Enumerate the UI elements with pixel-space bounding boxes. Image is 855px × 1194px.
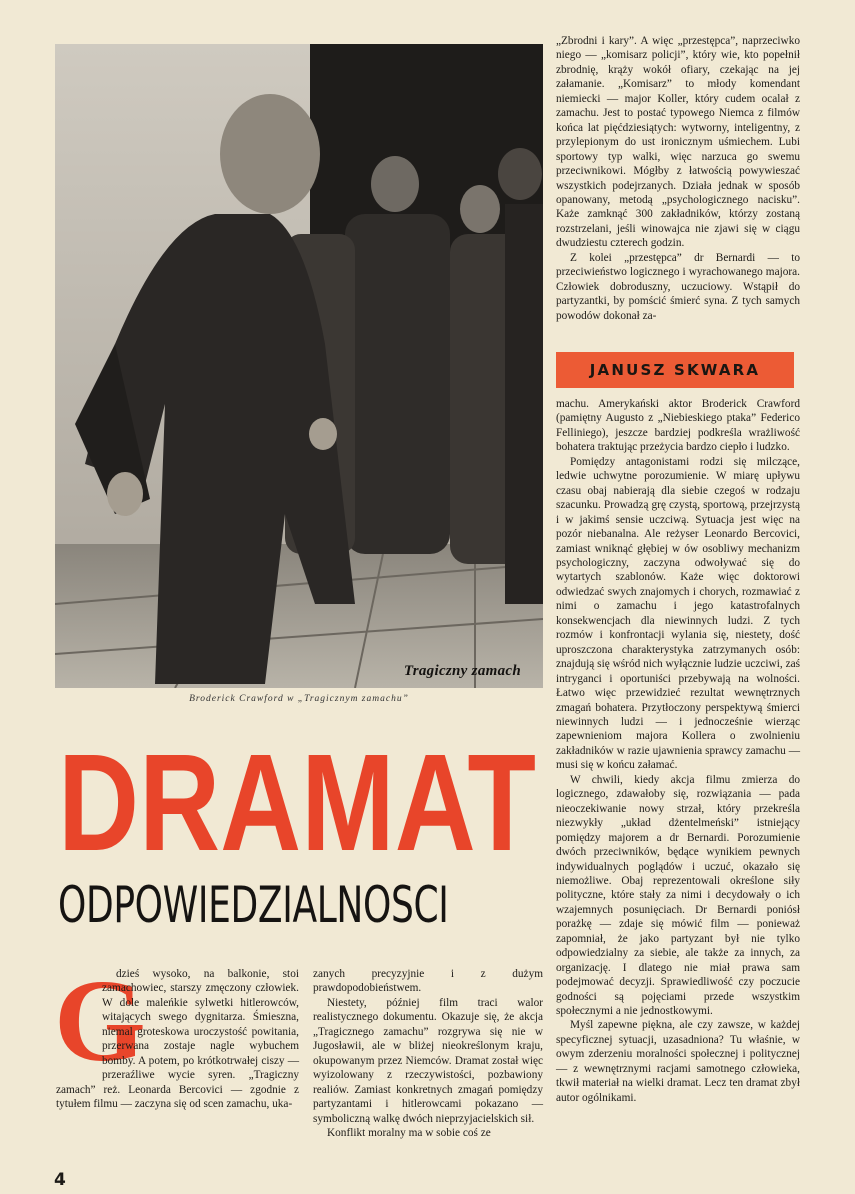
bottom-middle-column: [313, 967, 543, 1140]
photo-watermark-text: Tragiczny zamach: [403, 663, 521, 679]
page-number: 4: [54, 1170, 66, 1190]
drop-cap: G: [54, 955, 146, 1086]
paragraph: Niestety, później film traci walor realistycznego dokumentu. Okazuje się, że akcja „Tragicznego zamachu” rozgrywa się nie w Jugosławii, ale w bliżej nieokreślonym kraju, okupowanym przez Niemców. Dramat został więc wyizolowany z rzeczywistości, pozbawiony realiów. Zamiast konkretnych zmagań pomiędzy partyzantami i hitlerowcami pokazano — symboliczną walkę dwóch nieprzyjacielskich sił.: [313, 996, 543, 1125]
paragraph: W chwili, kiedy akcja filmu zmierza do logicznego, zdawałoby się, rozwiązania — pada nieoczekiwanie nowy strzał, który przekreśla niezwykły „układ dżentelmeński” istniejący pomiędzy majorem a dr Bernardi. Porozumienie dwóch przeciwników, będące wynikiem pewnych indywidualnych poglądów i uczuć, okazało się niemożliwe. Obaj reprezentowali określone siły polityczne, które stały za nimi i decydowały o ich wzajemnych posunięciach. Dr Bernardi poniósł porażkę — zdaje się mówić film — ponieważ zapomniał, że jako partyzant był nie tylko odpowiedzialny za siebie, ale także za innych, za organizację. I dlatego nie miał prawa sam podejmować decyzji. Sprawiedliwość czy poczucie godności są pojęciami przede wszystkim społecznymi a nie jednostkowymi.: [556, 773, 800, 1018]
paragraph: „Zbrodni i kary”. A więc „przestępca”, naprzeciwko niego — „komisarz policji”, który wie, kto popełnił zbrodnię, krąży wokół ofiary, czekając na jej załamanie. „Komisarz” to młody komendant niemiecki — major Koller, który cudem ocalał z zamachu. Jest to postać typowego Niemca z filmów końca lat pięćdziesiątych: wytworny, inteligentny, z przylepionym do ust ironicznym uśmiechem. Lubi sportowy typ walki, więc narzuca go swemu przeciwnikowi. Mógłby z łatwością powywieszać wszystkich podejrzanych. Działa jednak w sposób opanowany, metodą „psychologicznego nacisku”. Każe zamknąć 300 zakładników, którzy zostaną rozstrzelani, jeśli winowajca nie zjawi się w ciągu dwudziestu czterech godzin.: [556, 35, 800, 250]
photo-illustration: [55, 44, 543, 688]
paragraph: zanych precyzyjnie i z dużym prawdopodobieństwem.: [313, 968, 543, 995]
paragraph: Konflikt moralny ma w sobie coś ze: [327, 1126, 491, 1139]
photo-caption: Broderick Crawford w „Tragicznym zamachu”: [189, 694, 409, 704]
right-column-top: [556, 34, 800, 323]
paragraph: Myśl zapewne piękna, ale czy zawsze, w każdej specyficznej sytuacji, uzasadniona? Tu właśnie, w owym zderzeniu moralności społecznej i politycznej — z wewnętrznymi racjami samotnego człowieka, tkwił materiał na wielki dramat. Lecz ten dramat zbył autor ogólnikami.: [556, 1019, 800, 1104]
headline-subtitle: ODPOWIEDZIALNOSCI: [58, 876, 449, 934]
headline-main: [52, 738, 542, 868]
right-column-bottom: [556, 397, 800, 1105]
paragraph: machu. Amerykański aktor Broderick Crawford (pamiętny Augusto z „Niebieskiego ptaka” Federico Felliniego), jeszcze bardziej podkreśla wrażliwość bohatera traktując przeżycia bardzo ciepło i ludzko.: [556, 398, 800, 454]
film-still-photo: [55, 44, 543, 688]
headline-lettering: [52, 738, 542, 868]
author-name: JANUSZ SKWARA: [589, 361, 761, 379]
bottom-left-column: [54, 955, 299, 1112]
author-banner: [556, 352, 794, 388]
paragraph: Z kolei „przestępca” dr Bernardi — to przeciwieństwo logicznego i wyrachowanego majora. Człowiek dobroduszny, uczuciowy. Wstąpił do partyzantki, by pomścić śmierć syna. Z tych samych powodów dokonał za-: [556, 251, 800, 322]
headline-text: DRAMAT: [58, 738, 536, 868]
paragraph: dzieś wysoko, na balkonie, stoi zamachowiec, starszy zmęczony człowiek. W dole maleńkie sylwetki hitlerowców, witających swego dygnitarza. Śmieszna, niemal groteskowa uroczystość powitania, przerwana zostaje nagle wybuchem bomby. A potem, po krótkotrwałej ciszy — przeraźliwe wycie syren. „Tragiczny zamach” reż. Leonarda Bercovici — zgodnie z tytułem filmu — zaczyna się od scen zamachu, uka-: [56, 968, 299, 1111]
paragraph: Pomiędzy antagonistami rodzi się milczące, ledwie uchwytne porozumienie. W miarę upływu czasu obaj nabierają dla siebie czegoś w rodzaju szacunku. Prowadzą grę czystą, sportową, przejrzystą i w jakimś sensie uczciwą. Sytuacja jest więc na pozór niebanalna. Ale reżyser Leonardo Bercovici, zamiast wniknąć głębiej w ów osobliwy mechanizm psychologiczny, zaczyna odwoływać się do wytartych szablonów. Każe więc doktorowi odwiedzać swych znajomych i chorych, rozmawiać z nimi o zamachu i jego katastrofalnych konsekwencjach dla niewinnych ludzi. Z tych rozmów i konfrontacji wylania się, niestety, dość uproszczona charakterystyka zatrzymanych osób: znajdują się wśród nich wyłącznie ludzie uczciwi, zaś intryganci i oportuniści przebywają na wolności. Łatwo więc przewidzieć rezultat wewnętrznych zmagań bohatera. Przytłoczony perspektywą śmierci niewinnych ludzi — i jednocześnie wierząc zapewnieniom majora Kollera o zwolnieniu zakładników w razie ujawnienia sprawcy zamachu — musi się w końcu załamać.: [556, 455, 800, 772]
